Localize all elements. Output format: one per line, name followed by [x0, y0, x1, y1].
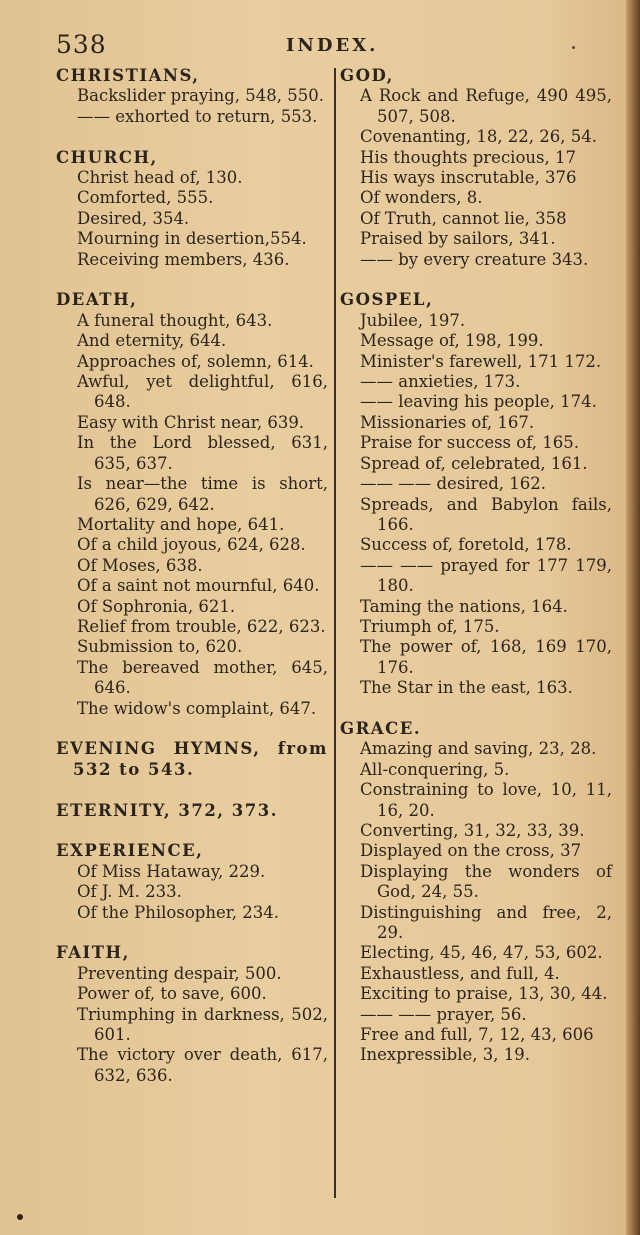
index-entry: Distinguishing and free, 2, 29.: [360, 902, 612, 943]
left-column: [56, 66, 328, 1107]
index-entry: Triumphing in darkness, 502, 601.: [77, 1004, 328, 1044]
index-section-death: [56, 290, 328, 719]
index-entry: Exhaustless, and full, 4.: [360, 963, 560, 983]
section-heading: EXPERIENCE,: [56, 841, 204, 861]
index-entry: A funeral thought, 643.: [77, 310, 273, 330]
index-entry: Triumph of, 175.: [360, 616, 500, 636]
index-section-god: [340, 66, 612, 270]
section-heading: DEATH,: [56, 290, 138, 310]
index-entry: Displayed on the cross, 37: [360, 841, 582, 861]
section-heading: ETERNITY, 372, 373.: [56, 800, 278, 820]
index-entry: Displaying the wonders of God, 24, 55.: [360, 861, 612, 902]
index-entry: Electing, 45, 46, 47, 53, 602.: [360, 943, 603, 963]
index-entry: Covenanting, 18, 22, 26, 54.: [360, 127, 598, 147]
index-section-christians: [56, 66, 328, 127]
index-entry: Praised by sailors, 341.: [360, 229, 556, 249]
section-heading: GOD,: [340, 66, 394, 85]
section-heading: GRACE.: [340, 718, 422, 738]
index-entry: Christ head of, 130.: [77, 168, 243, 188]
index-entry: Success of, foretold, 178.: [360, 535, 572, 555]
index-entry: Submission to, 620.: [77, 637, 243, 657]
index-entry: Backslider praying, 548, 550.: [77, 86, 324, 106]
index-entry: Taming the nations, 164.: [360, 596, 568, 616]
index-entry: Of a child joyous, 624, 628.: [77, 535, 306, 555]
index-entry: The power of, 168, 169 170, 176.: [360, 637, 612, 677]
page-header: [56, 30, 576, 60]
index-section-gospel: [340, 290, 612, 698]
section-heading: GOSPEL,: [340, 290, 434, 310]
index-section-eternity: [56, 801, 328, 821]
index-entry: Power of, to save, 600.: [77, 984, 267, 1004]
index-entry: Relief from trouble, 622, 623.: [77, 616, 326, 636]
index-entry: Mortality and hope, 641.: [77, 514, 285, 534]
index-entry: Exciting to praise, 13, 30, 44.: [360, 984, 608, 1004]
index-entry: Praise for success of, 165.: [360, 433, 579, 453]
index-entry: —— anxieties, 173.: [360, 372, 521, 392]
index-entry: All-conquering, 5.: [360, 759, 510, 779]
index-section-church: [56, 148, 328, 270]
index-entry: Mourning in desertion,554.: [77, 229, 307, 249]
index-section-evening-hymns: [56, 739, 328, 780]
section-heading: FAITH,: [56, 943, 130, 963]
page-number: 538: [56, 30, 107, 59]
index-section-faith: [56, 943, 328, 1086]
index-entry: —— —— desired, 162.: [360, 474, 547, 494]
page-edge-shadow: [626, 0, 640, 1235]
index-section-experience: [56, 841, 328, 923]
index-entry: Approaches of, solemn, 614.: [77, 351, 314, 371]
index-entry: Awful, yet delightful, 616, 648.: [77, 372, 328, 412]
index-entry: Of the Philosopher, 234.: [77, 902, 280, 922]
index-entry: Jubilee, 197.: [360, 310, 466, 330]
index-entry: Easy with Christ near, 639.: [77, 412, 305, 432]
index-section-grace: [340, 719, 612, 1066]
index-entry: —— —— prayer, 56.: [360, 1004, 527, 1024]
index-entry: Of J. M. 233.: [77, 882, 182, 902]
index-entry: Missionaries of, 167.: [360, 412, 535, 432]
column-divider: [334, 68, 336, 1198]
index-entry: Preventing despair, 500.: [77, 963, 282, 983]
index-entry: Of Sophronia, 621.: [77, 596, 236, 616]
index-entry: Is near—the time is short, 626, 629, 642.: [77, 474, 328, 514]
index-entry: Constraining to love, 10, 11, 16, 20.: [360, 780, 612, 820]
index-entry: Spreads, and Babylon fails, 166.: [360, 494, 612, 534]
index-entry: —— exhorted to return, 553.: [77, 106, 318, 126]
index-entry: His thoughts precious, 17: [360, 147, 576, 167]
index-entry: Minister's farewell, 171 172.: [360, 351, 602, 371]
running-title: INDEX.: [286, 35, 379, 56]
index-entry: In the Lord blessed, 631, 635, 637.: [77, 433, 328, 473]
section-heading: CHRISTIANS,: [56, 66, 200, 85]
index-entry: Inexpressible, 3, 19.: [360, 1045, 530, 1065]
section-heading: CHURCH,: [56, 147, 158, 167]
index-entry: Of wonders, 8.: [360, 188, 483, 208]
index-entry: Free and full, 7, 12, 43, 606: [360, 1025, 594, 1045]
index-entry: —— —— prayed for 177 179, 180.: [360, 555, 612, 596]
index-entry: Of Moses, 638.: [77, 555, 203, 575]
index-entry: The widow's complaint, 647.: [77, 698, 317, 718]
index-entry: —— by every creature 343.: [360, 249, 589, 269]
index-entry: Amazing and saving, 23, 28.: [360, 739, 597, 759]
index-entry: Spread of, celebrated, 161.: [360, 453, 588, 473]
index-entry: Comforted, 555.: [77, 188, 214, 208]
index-entry: And eternity, 644.: [77, 331, 227, 351]
index-entry: Of a saint not mournful, 640.: [77, 576, 320, 596]
index-entry: The bereaved mother, 645, 646.: [77, 657, 328, 698]
index-entry: Receiving members, 436.: [77, 249, 290, 269]
section-heading: EVENING HYMNS, from 532 to 543.: [56, 739, 328, 779]
index-entry: —— leaving his people, 174.: [360, 392, 597, 412]
ink-mark: [17, 1214, 23, 1220]
index-entry: A Rock and Refuge, 490 495, 507, 508.: [360, 86, 612, 126]
index-entry: The Star in the east, 163.: [360, 678, 573, 698]
index-entry: Converting, 31, 32, 33, 39.: [360, 821, 585, 840]
index-entry: Of Miss Hataway, 229.: [77, 861, 266, 881]
index-entry: Message of, 198, 199.: [360, 331, 544, 351]
index-entry: Of Truth, cannot lie, 358: [360, 208, 567, 228]
right-column: [340, 66, 612, 1086]
index-entry: The victory over death, 617, 632, 636.: [77, 1045, 328, 1085]
index-entry: Desired, 354.: [77, 208, 190, 228]
index-entry: His ways inscrutable, 376: [360, 168, 577, 188]
